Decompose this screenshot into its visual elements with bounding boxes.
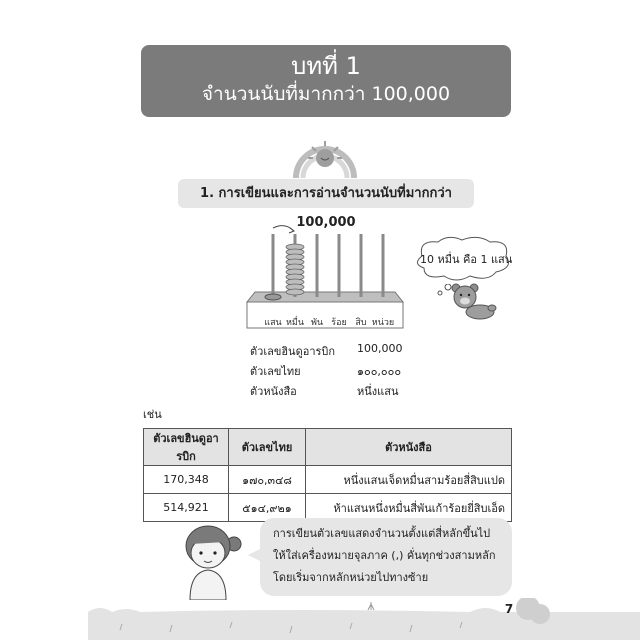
cell-thai: ๑๗๐,๓๔๘ <box>229 466 306 494</box>
rod-label-hundreds: ร้อย <box>331 318 347 328</box>
cell-words: ห้าแสนหนึ่งหมื่นสี่พันเก้าร้อยยี่สิบเอ็ด <box>306 494 512 522</box>
table-header-row <box>144 429 512 466</box>
chapter-title: จำนวนนับที่มากกว่า 100,000 <box>201 83 451 105</box>
girl-character-icon <box>176 520 242 600</box>
cell-arabic: 514,921 <box>144 494 229 522</box>
note-line: การเขียนตัวเลขแสดงจำนวนตั้งแต่สี่หลักขึ้นไป <box>273 527 491 540</box>
rod-label-tens: สิบ <box>355 318 367 328</box>
form-label-arabic: ตัวเลขฮินดูอารบิก <box>250 345 336 358</box>
cell-thai: ๕๑๔,๙๒๑ <box>229 494 306 522</box>
note-line: โดยเริ่มจากหลักหน่วยไปทางซ้าย <box>273 571 429 584</box>
form-value-arabic: 100,000 <box>357 342 403 355</box>
header-arabic: ตัวเลขฮินดูอารบิก <box>144 429 229 466</box>
form-value-words: หนึ่งแสน <box>357 385 399 398</box>
footer-grass-decoration <box>0 598 640 640</box>
header-words: ตัวหนังสือ <box>306 429 512 466</box>
section-title: 1. การเขียนและการอ่านจำนวนนับที่มากกว่า 100,000 <box>178 179 474 208</box>
rod-label-thousands: พัน <box>310 318 324 328</box>
note-text <box>273 523 509 589</box>
chapter-header <box>141 45 511 117</box>
cell-words: หนึ่งแสนเจ็ดหมื่นสามร้อยสี่สิบแปด <box>306 466 512 494</box>
chapter-number: บทที่ 1 <box>291 52 361 80</box>
bear-icon <box>448 282 498 322</box>
speech-bubble-text: 10 หมื่น คือ 1 แสน <box>420 253 513 266</box>
sun-rainbow-icon <box>290 138 360 180</box>
cell-arabic: 170,348 <box>144 466 229 494</box>
table-row <box>144 466 512 494</box>
rod-label-ten-thousands: หมื่น <box>285 318 305 328</box>
note-line: ให้ใส่เครื่องหมายจุลภาค (,) คั่นทุกช่วงสามหลัก <box>273 549 496 562</box>
rod-label-units: หน่วย <box>371 318 395 328</box>
header-thai: ตัวเลขไทย <box>229 429 306 466</box>
form-label-words: ตัวหนังสือ <box>250 385 297 398</box>
form-label-thai: ตัวเลขไทย <box>250 365 301 378</box>
note-bubble-tail-icon <box>248 548 262 562</box>
example-label: เช่น <box>143 408 162 421</box>
abacus-illustration <box>245 222 405 330</box>
examples-table <box>143 428 512 522</box>
page-number: 7 <box>504 602 514 616</box>
form-value-thai: ๑๐๐,๐๐๐ <box>357 365 402 378</box>
rod-label-hundred-thousands: แสน <box>264 318 282 328</box>
